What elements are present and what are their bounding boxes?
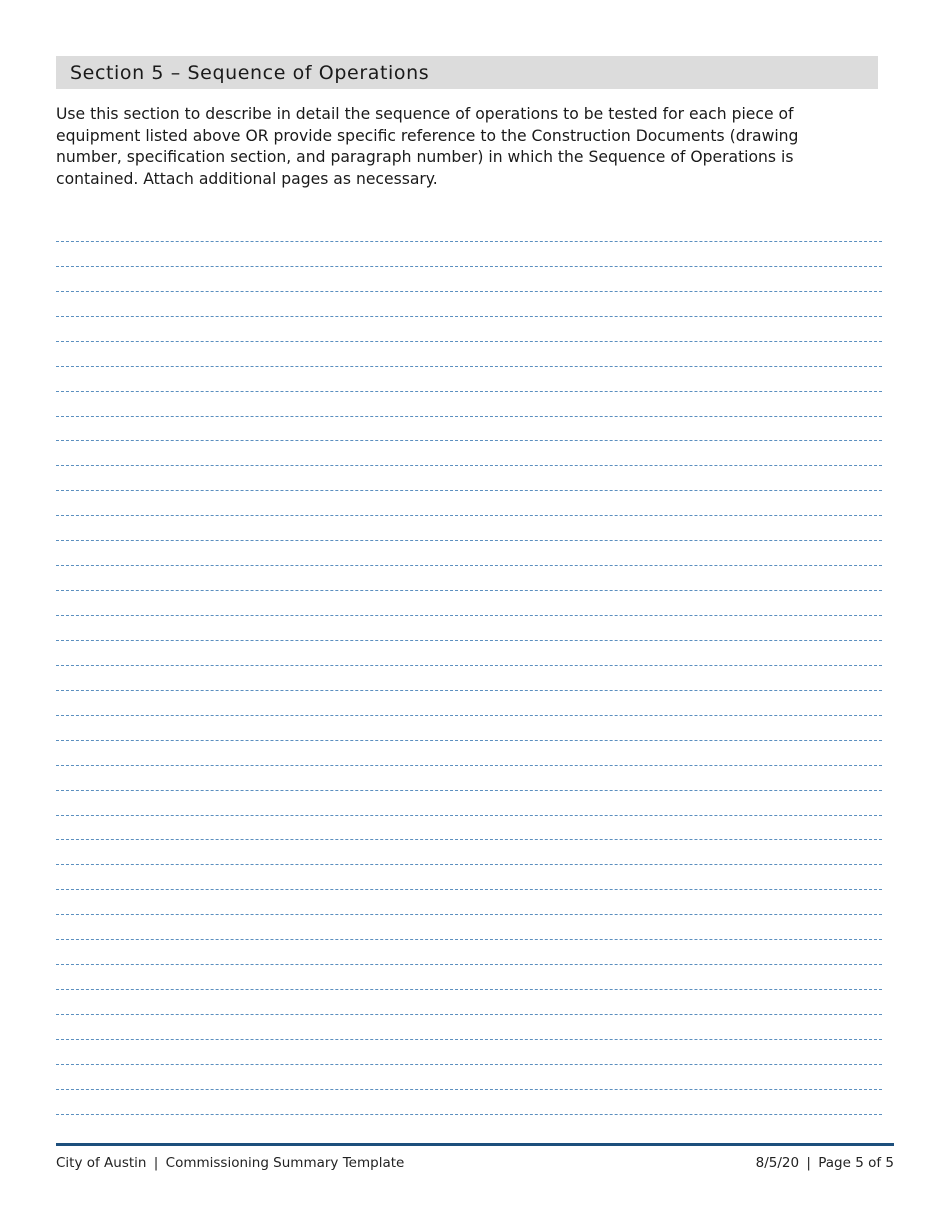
- write-in-line[interactable]: [56, 741, 882, 766]
- footer-separator: |: [153, 1155, 159, 1171]
- write-in-line[interactable]: [56, 915, 882, 940]
- write-in-line[interactable]: [56, 666, 882, 691]
- write-in-line[interactable]: [56, 441, 882, 466]
- write-in-line[interactable]: [56, 716, 882, 741]
- write-in-line[interactable]: [56, 491, 882, 516]
- write-in-line[interactable]: [56, 566, 882, 591]
- write-in-line[interactable]: [56, 292, 882, 317]
- write-in-line[interactable]: [56, 865, 882, 890]
- section-title: Section 5 – Sequence of Operations: [70, 61, 430, 84]
- writing-lines: [56, 217, 882, 1115]
- write-in-line[interactable]: [56, 816, 882, 841]
- write-in-line[interactable]: [56, 1065, 882, 1090]
- write-in-line[interactable]: [56, 417, 882, 442]
- footer-page-number: Page 5 of 5: [818, 1155, 894, 1171]
- write-in-line[interactable]: [56, 392, 882, 417]
- write-in-line[interactable]: [56, 616, 882, 641]
- footer-document-title: Commissioning Summary Template: [165, 1155, 405, 1171]
- footer-date: 8/5/20: [755, 1155, 800, 1171]
- write-in-line[interactable]: [56, 990, 882, 1015]
- section-header: [56, 56, 878, 89]
- write-in-line[interactable]: [56, 791, 882, 816]
- write-in-line[interactable]: [56, 890, 882, 915]
- write-in-line[interactable]: [56, 591, 882, 616]
- write-in-line[interactable]: [56, 691, 882, 716]
- write-in-line[interactable]: [56, 766, 882, 791]
- write-in-line[interactable]: [56, 1015, 882, 1040]
- write-in-line[interactable]: [56, 1040, 882, 1065]
- footer-separator: |: [806, 1155, 811, 1171]
- write-in-line[interactable]: [56, 840, 882, 865]
- write-in-line[interactable]: [56, 242, 882, 267]
- write-in-line[interactable]: [56, 541, 882, 566]
- write-in-line[interactable]: [56, 317, 882, 342]
- intro-paragraph: Use this section to describe in detail the sequence of operations to be tested for each piece of equipment listed above OR provide specific reference to the Construction Documents (drawing number, specification section, and paragraph number) in which the Sequence of Operations is contained. Attach additional pages as necessary.: [56, 105, 799, 188]
- write-in-line[interactable]: [56, 342, 882, 367]
- footer-organization: City of Austin: [56, 1155, 147, 1171]
- footer-right: [756, 1155, 894, 1171]
- write-in-line[interactable]: [56, 367, 882, 392]
- write-in-line[interactable]: [56, 1090, 882, 1115]
- footer-divider: [56, 1143, 894, 1146]
- write-in-line[interactable]: [56, 641, 882, 666]
- footer-left: [56, 1155, 404, 1171]
- write-in-line[interactable]: [56, 466, 882, 491]
- write-in-line[interactable]: [56, 940, 882, 965]
- write-in-line[interactable]: [56, 965, 882, 990]
- write-in-line[interactable]: [56, 267, 882, 292]
- write-in-line[interactable]: [56, 217, 882, 242]
- write-in-line[interactable]: [56, 516, 882, 541]
